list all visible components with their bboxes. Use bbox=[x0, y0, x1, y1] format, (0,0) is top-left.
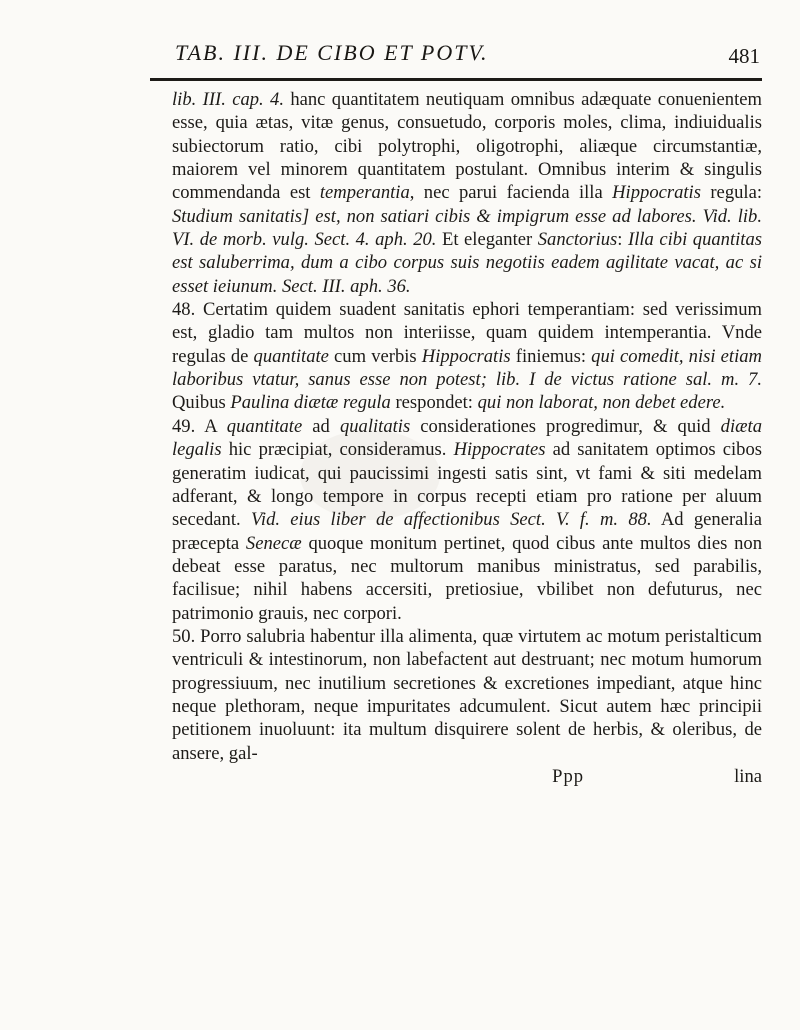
catchword-line bbox=[172, 765, 762, 788]
paragraph-50: 50. Porro salubria habentur illa alimenta, quæ virtutem ac motum peristalticum ventriculi & intestinorum, non labefactent aut destruant; nec motum humorum progressiuum, nec inutilium secretiones & excretiones impediant, atque hinc neque plethoram, neque impuritates adcumulent. Sicut autem hæc principii petitionem inuoluunt: ita multum disquirere solent de herbis, & oleribus, de ansere, gal- bbox=[172, 625, 762, 764]
signature-mark: Ppp bbox=[552, 765, 585, 787]
running-head: TAB. III. DE CIBO ET POTV. bbox=[175, 40, 489, 65]
paragraph-49: 49. A quantitate ad qualitatis considerationes progredimur, & quid diæta legalis hic præcipiat, consideramus. Hippocrates ad sanitatem optimos cibos generatim iudicat, qui paucissimi ingesti satis sint, vt fami & siti medelam adferant, & longo tempore in corpus recepti etiam pro ratione per aluum secedant. Vid. eius liber de affectionibus Sect. V. f. m. 88. Ad generalia præcepta Senecæ quoque monitum pertinet, quod cibus ante multos dies non debeat esse paratus, nec multorum manibus ministratus, sed parabilis, facilisue; nihil habens accersiti, pretiosiue, vbilibet non defuturus, nec patrimonio grauis, nec corpori. bbox=[172, 415, 762, 624]
body-text bbox=[172, 88, 762, 788]
paragraph-47-continued: lib. III. cap. 4. hanc quantitatem neutiquam omnibus adæquate conuenientem esse, quia ætas, vitæ genus, consuetudo, corporis moles, clima, indiuidualis subiectorum ratio, cibi polytrophi, oligotrophi, aliæque circumstantiæ, maiorem vel minorem quantitatem postulant. Omnibus interim & singulis commendanda est temperantia, nec parui facienda illa Hippocratis regula: Studium sanitatis] est, non satiari cibis & impigrum esse ad labores. Vid. lib. VI. de morb. vulg. Sect. 4. aph. 20. Et eleganter Sanctorius: Illa cibi quantitas est saluberrima, dum a cibo corpus suis negotiis eadem agilitate vacat, ac si esset ieiunum. Sect. III. aph. 36. bbox=[172, 89, 763, 297]
page-number: 481 bbox=[728, 44, 760, 68]
header-rule bbox=[150, 78, 762, 81]
catchword: lina bbox=[734, 765, 762, 787]
paragraph-48: 48. Certatim quidem suadent sanitatis ephori temperantiam: sed verissimum est, gladio tam multos non interiisse, quam quidem intemperantia. Vnde regulas de quantitate cum verbis Hippocratis finiemus: qui comedit, nisi etiam laboribus vtatur, sanus esse non potest; lib. I de victus ratione sal. m. 7. Quibus Paulina diætæ regula respondet: qui non laborat, non debet edere. bbox=[172, 299, 762, 414]
page-header bbox=[175, 40, 760, 80]
